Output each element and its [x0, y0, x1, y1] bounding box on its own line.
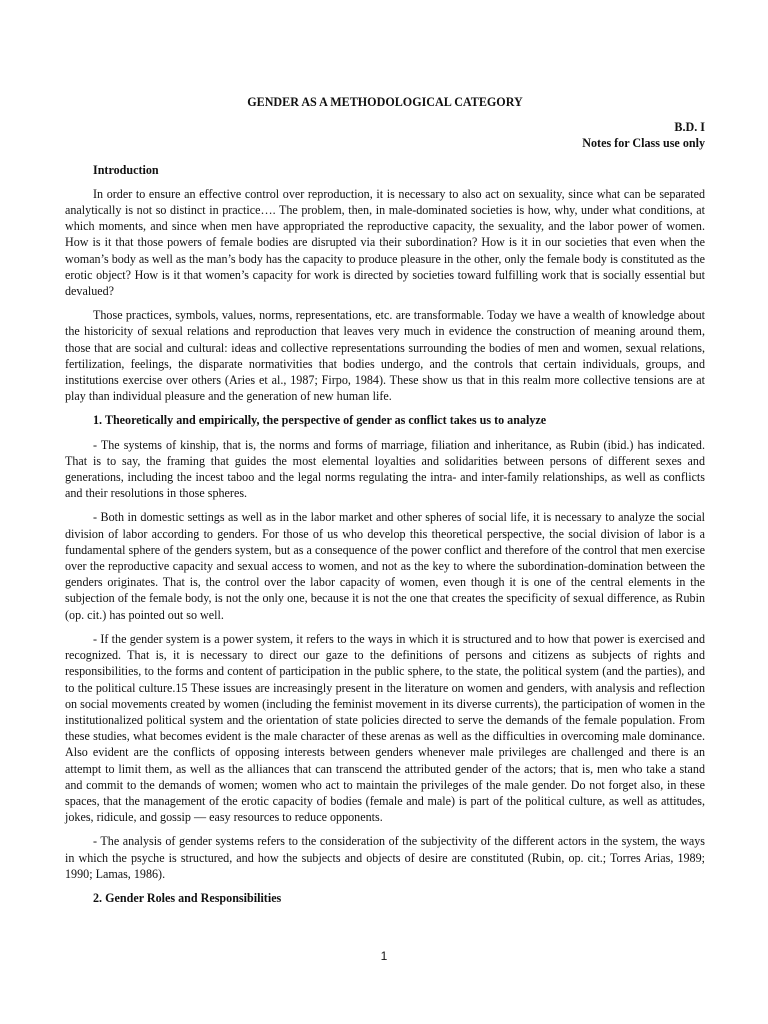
course-code: B.D. I [674, 120, 705, 135]
paragraph: - If the gender system is a power system, it refers to the ways in which it is structured and to how that power is exercised and recognized. That is, it is necessary to direct our gaze to the definitions of persons and citizens as subjects of rights and responsibilities, to the forms and content of participation in the public sphere, to the state, the political system (and the parties), and to the political culture.15 These issues are increasingly present in the literature on women and genders, with analysis and reflection on social movements created by women (including the feminist movement in its diverse currents), the participation of women in the institutionalized political system and the orientation of state policies directed to serve the demands of the female population. From these studies, what becomes evident is the male character of these arenas as well as the difficulties in overcoming male dominance. Also evident are the conflicts of opposing interests between genders whenever male privileges are challenged and there is an attempt to limit them, as well as the alliances that can transcend the attributed gender of the actors; that is, men who take a stand and commit to the demands of women; women who act to maintain the privileges of the male gender. Do not forget also, in these spaces, that the management of the erotic capacity of bodies (female and male) is part of the political culture, as well as attitudes, jokes, ridicule, and gossip — easy resources to reduce opponents. [65, 631, 705, 825]
paragraph: - The analysis of gender systems refers to the consideration of the subjectivity of the different actors in the system, the ways in which the psyche is structured, and how the subjects and objects of desire are constituted (Rubin, op. cit.; Torres Arias, 1989; 1990; Lamas, 1986). [65, 834, 705, 881]
document-body [65, 94, 705, 914]
section-heading-1: 1. Theoretically and empirically, the perspective of gender as conflict takes us to analyze [93, 413, 547, 428]
page-number: 1 [380, 949, 388, 963]
document-title: GENDER AS A METHODOLOGICAL CATEGORY [247, 95, 523, 109]
paragraph: Those practices, symbols, values, norms, representations, etc. are transformable. Today we have a wealth of knowledge about the historicity of sexual relations and reproduction that leaves very much in evidence the construction of meaning around them, those that are social and cultural: ideas and collective representations surrounding the bodies of men and women, sexual relations, fertilization, feelings, the disparate normativities that bodies undergo, and the controls that certain individuals, groups, and institutions exercise over others (Aries et al., 1987; Firpo, 1984). These show us that in this realm more collective tensions are at play than individual pleasure and the generation of new human life. [65, 308, 705, 404]
paragraph: In order to ensure an effective control over reproduction, it is necessary to also act on sexuality, since what can be separated analytically is not so distinct in practice…. The problem, then, in male-dominated societies is how, why, under what conditions, at which moments, and since when men have appropriated the reproductive capacity, the sexuality, and the labor power of women. How is it that those powers of female bodies are disrupted via their subordination? How is it in our societies that even when the woman’s body as well as the man’s body has the capacity to produce pleasure in the other, only the female body is constituted as the erotic object? How is it that women’s capacity for work is directed by societies toward fulfilling work that is socially essential but devalued? [65, 186, 705, 299]
section-heading-2: 2. Gender Roles and Responsibilities [93, 890, 282, 905]
class-use-note: Notes for Class use only [582, 136, 705, 151]
paragraph: - Both in domestic settings as well as in the labor market and other spheres of social life, it is necessary to analyze the social division of labor according to genders. For those of us who develop this theoretical perspective, the social division of labor is a fundamental sphere of the genders system, but as a consequence of the power conflict and therefore of the control that men exercise over the reproductive capacity and sexual access to women, and not as the key to where the subordination-domination between the genders originates. That is, the control over the labor capacity of women, even though it is one of the central elements in the subjection of the female body, is not the only one, because it is not the one that creates the specificity of sexual difference, as Rubin (op. cit.) has pointed out so well. [65, 510, 705, 622]
section-heading-introduction: Introduction [93, 162, 159, 177]
paragraph: - The systems of kinship, that is, the norms and forms of marriage, filiation and inheritance, as Rubin (ibid.) has indicated. That is to say, the framing that guides the most elemental loyalties and solidarities between persons of different sexes and generations, including the incest taboo and the legal norms regulating the intra- and inter-family relationships, as well as conflicts and their resolutions in those spheres. [65, 437, 705, 501]
